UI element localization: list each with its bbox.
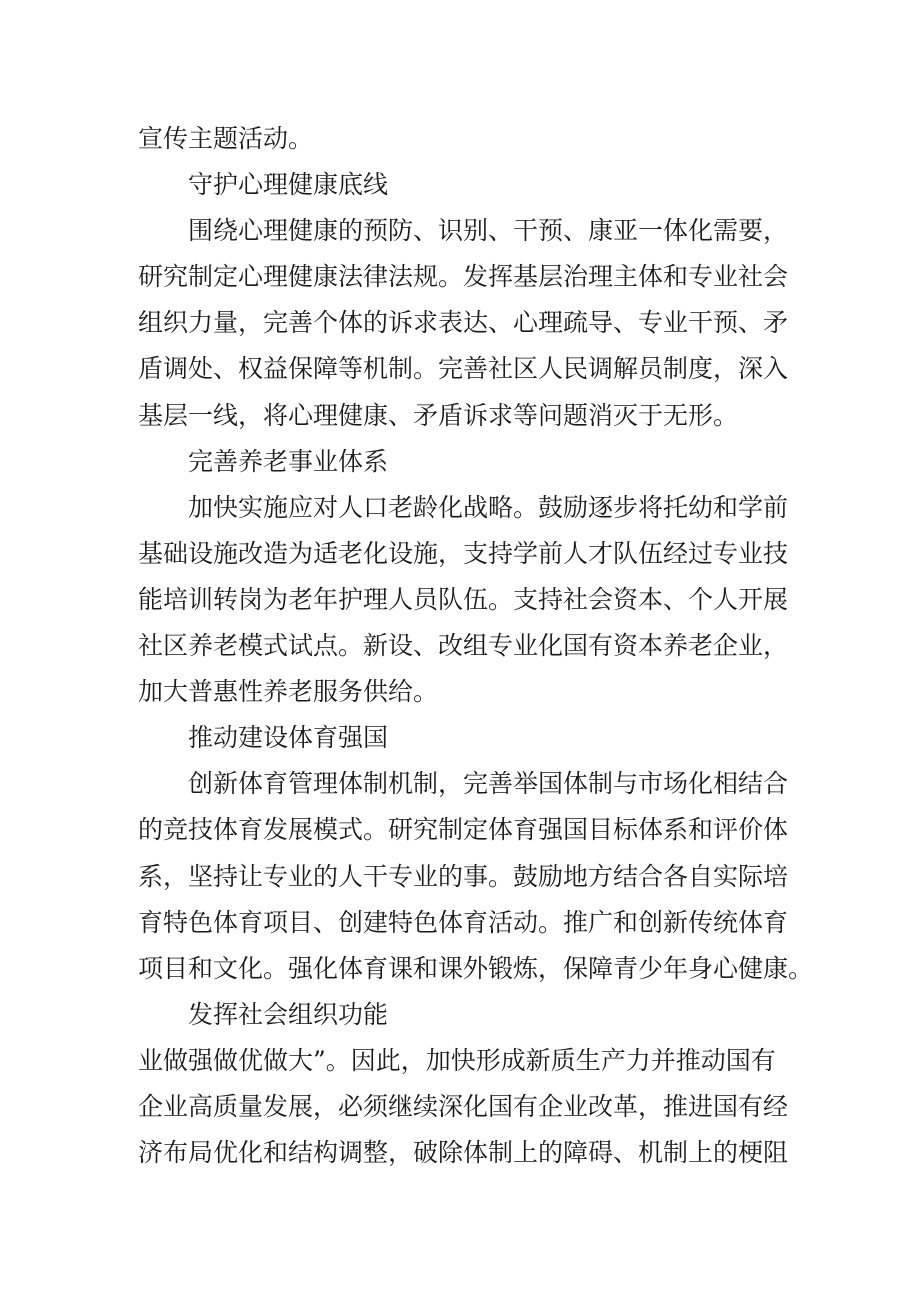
section-heading: 完善养老事业体系 xyxy=(188,446,389,476)
text-line: 社区养老模式试点。新设、改组专业化国有资本养老企业， xyxy=(138,631,789,661)
text-line: 组织力量，完善个体的诉求表达、心理疏导、专业干预、矛 xyxy=(138,308,789,338)
section-heading: 守护心理健康底线 xyxy=(188,170,389,200)
text-line: 济布局优化和结构调整，破除体制上的障碍、机制上的梗阻 xyxy=(138,1138,789,1168)
text-line: 基础设施改造为适老化设施，支持学前人才队伍经过专业技 xyxy=(138,538,789,568)
text-line: 加快实施应对人口老龄化战略。鼓励逐步将托幼和学前 xyxy=(188,492,789,522)
section-heading: 发挥社会组织功能 xyxy=(188,999,389,1029)
text-line: 创新体育管理体制机制，完善举国体制与市场化相结合 xyxy=(188,769,789,799)
text-line: 基层一线，将心理健康、矛盾诉求等问题消灭于无形。 xyxy=(138,400,739,430)
document-body xyxy=(138,116,814,1176)
text-line: 加大普惠性养老服务供给。 xyxy=(138,677,439,707)
text-line: 系，坚持让专业的人干专业的事。鼓励地方结合各自实际培 xyxy=(138,861,789,891)
text-line: 能培训转岗为老年护理人员队伍。支持社会资本、个人开展 xyxy=(138,584,789,614)
text-line: 研究制定心理健康法律法规。发挥基层治理主体和专业社会 xyxy=(138,262,789,292)
text-line: 盾调处、权益保障等机制。完善社区人民调解员制度，深入 xyxy=(138,354,789,384)
text-line: 育特色体育项目、创建特色体育活动。推广和创新传统体育 xyxy=(138,907,789,937)
text-line: 项目和文化。强化体育课和课外锻炼，保障青少年身心健康。 xyxy=(138,953,814,983)
section-heading: 推动建设体育强国 xyxy=(188,723,389,753)
text-line: 的竞技体育发展模式。研究制定体育强国目标体系和评价体 xyxy=(138,815,789,845)
text-line: 宣传主题活动。 xyxy=(138,124,314,153)
text-line: 企业高质量发展，必须继续深化国有企业改革，推进国有经 xyxy=(138,1091,789,1121)
text-line: 围绕心理健康的预防、识别、干预、康亚一体化需要， xyxy=(188,216,789,246)
text-line: 业做强做优做大”。因此，加快形成新质生产力并推动国有 xyxy=(138,1045,776,1075)
